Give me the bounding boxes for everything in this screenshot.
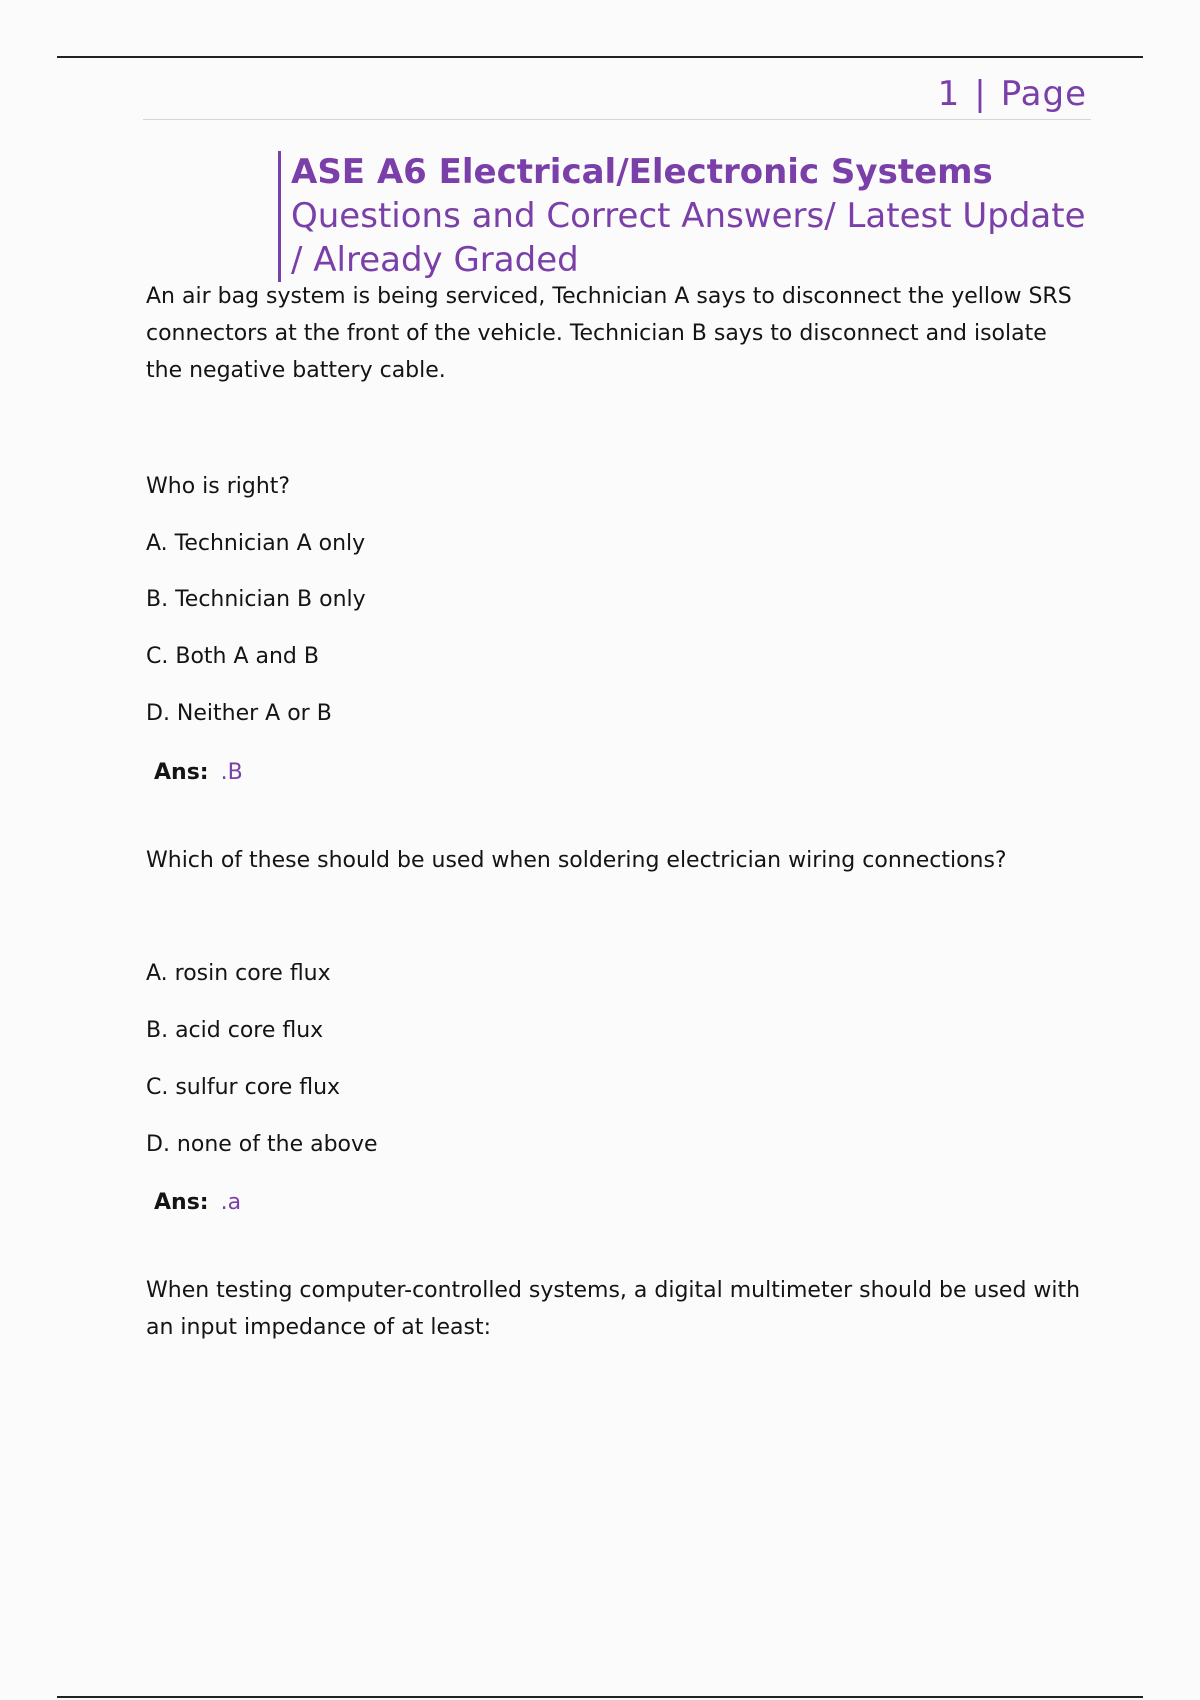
answer-value: .a [220, 1190, 242, 1215]
document-title [291, 150, 1091, 282]
question-1-option-a: A. Technician A only [146, 531, 366, 556]
header-divider [143, 119, 1091, 120]
answer-label: Ans: [154, 760, 209, 785]
question-2-option-d: D. none of the above [146, 1132, 378, 1157]
title-accent-bar [278, 151, 281, 282]
question-2-option-b: B. acid core flux [146, 1018, 324, 1043]
page-number: 1 [937, 74, 961, 114]
top-rule [57, 56, 1143, 58]
question-1-subprompt: Who is right? [146, 474, 291, 499]
bottom-rule [57, 1696, 1143, 1698]
question-2-option-a: A. rosin core flux [146, 961, 331, 986]
page-number-header [938, 74, 1087, 114]
question-1-answer [154, 760, 243, 785]
question-1-option-d: D. Neither A or B [146, 701, 332, 726]
title-rest: Questions and Correct Answers/ Latest Update / Already Graded [291, 196, 1086, 280]
answer-label: Ans: [154, 1190, 209, 1215]
question-2-answer [154, 1190, 241, 1215]
answer-value: .B [220, 760, 243, 785]
page-separator: | [974, 74, 987, 114]
question-1-option-b: B. Technician B only [146, 587, 366, 612]
title-bold: ASE A6 Electrical/Electronic Systems [291, 152, 993, 192]
question-1-option-c: C. Both A and B [146, 644, 319, 669]
page-label: Page [1000, 74, 1087, 114]
question-3-prompt: When testing computer-controlled systems, a digital multimeter should be used with an input impedance of at least: [146, 1278, 1081, 1340]
question-2-option-c: C. sulfur core flux [146, 1075, 341, 1100]
question-2-prompt: Which of these should be used when soldering electrician wiring connections? [146, 848, 1007, 873]
question-1-prompt: An air bag system is being serviced, Technician A says to disconnect the yellow SRS connectors at the front of the vehicle. Technician B says to disconnect and isolate the negative battery cable. [146, 284, 1072, 383]
